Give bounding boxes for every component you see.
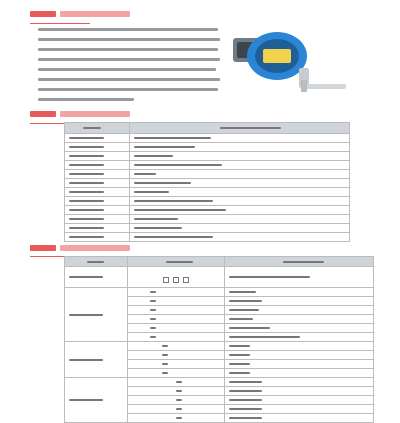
text-line [38, 28, 218, 31]
spec-value [130, 188, 350, 197]
spec-value [130, 152, 350, 161]
selection-desc [225, 369, 374, 378]
table-row [65, 288, 374, 297]
selection-code [128, 333, 225, 342]
spec-name [65, 197, 130, 206]
selection-desc [225, 414, 374, 423]
selection-label [65, 288, 128, 342]
section-heading-bar [60, 11, 130, 17]
table-row [65, 215, 350, 224]
selection-code [128, 342, 225, 351]
section-heading-bar [60, 111, 130, 117]
selection-label [65, 267, 128, 288]
spec-name [65, 206, 130, 215]
table-row [65, 134, 350, 143]
table-row [65, 197, 350, 206]
table-row [65, 342, 374, 351]
selection-desc [225, 333, 374, 342]
spec-value [130, 206, 350, 215]
spec-value [130, 179, 350, 188]
header-cell [65, 123, 130, 134]
spec-name [65, 143, 130, 152]
selection-code [128, 297, 225, 306]
section-number-badge [30, 111, 56, 117]
spec-name [65, 188, 130, 197]
selection-code [128, 396, 225, 405]
table-row [65, 170, 350, 179]
section-title-specs [30, 108, 140, 120]
section-heading-bar [60, 245, 130, 251]
table-row [65, 233, 350, 242]
selection-desc [225, 378, 374, 387]
text-line [38, 38, 220, 41]
section-title-selection [30, 242, 140, 254]
spec-value [130, 233, 350, 242]
table-row [65, 179, 350, 188]
selection-desc [225, 324, 374, 333]
selection-desc [225, 267, 374, 288]
spec-value [130, 161, 350, 170]
spec-name [65, 161, 130, 170]
text-line [38, 58, 220, 61]
table-row [65, 143, 350, 152]
table-row [65, 378, 374, 387]
table-row [65, 224, 350, 233]
header-cell [225, 257, 374, 267]
spec-table [64, 122, 350, 242]
spec-value [130, 215, 350, 224]
text-line [38, 88, 218, 91]
header-cell [65, 257, 128, 267]
code-box-marks [161, 268, 191, 287]
selection-desc [225, 387, 374, 396]
spec-name [65, 215, 130, 224]
spec-name [65, 134, 130, 143]
spec-value [130, 134, 350, 143]
text-line [38, 68, 216, 71]
spec-value [130, 197, 350, 206]
selection-label [65, 378, 128, 423]
selection-code [128, 405, 225, 414]
selection-code [128, 360, 225, 369]
selection-table [64, 256, 374, 423]
spec-name [65, 170, 130, 179]
spec-name [65, 152, 130, 161]
selection-desc [225, 297, 374, 306]
table-row [65, 188, 350, 197]
selection-desc [225, 306, 374, 315]
spec-name [65, 233, 130, 242]
selection-code [128, 414, 225, 423]
spec-name [65, 224, 130, 233]
text-line [38, 78, 220, 81]
product-image [225, 22, 355, 106]
section-number-badge [30, 245, 56, 251]
selection-code [128, 324, 225, 333]
selection-code [128, 378, 225, 387]
selection-code [128, 369, 225, 378]
section-title-overview [30, 8, 140, 20]
selection-desc [225, 405, 374, 414]
selection-code [128, 351, 225, 360]
selection-code [128, 315, 225, 324]
table-header-row [65, 257, 374, 267]
selection-desc [225, 288, 374, 297]
spec-value [130, 224, 350, 233]
selection-code [128, 288, 225, 297]
selection-desc [225, 315, 374, 324]
selection-desc [225, 342, 374, 351]
table-row [65, 206, 350, 215]
selection-code [128, 387, 225, 396]
selection-desc [225, 360, 374, 369]
table-header-row [65, 123, 350, 134]
selection-desc [225, 396, 374, 405]
selection-code [128, 267, 225, 288]
spec-value [130, 170, 350, 179]
selection-label [65, 342, 128, 378]
text-line [38, 48, 218, 51]
table-row [65, 152, 350, 161]
section-number-badge [30, 11, 56, 17]
selection-desc [225, 351, 374, 360]
table-row [65, 267, 374, 288]
header-cell [130, 123, 350, 134]
text-line [38, 98, 134, 101]
spec-value [130, 143, 350, 152]
table-row [65, 161, 350, 170]
header-cell [128, 257, 225, 267]
spec-name [65, 179, 130, 188]
section-underline [30, 23, 90, 24]
selection-code [128, 306, 225, 315]
